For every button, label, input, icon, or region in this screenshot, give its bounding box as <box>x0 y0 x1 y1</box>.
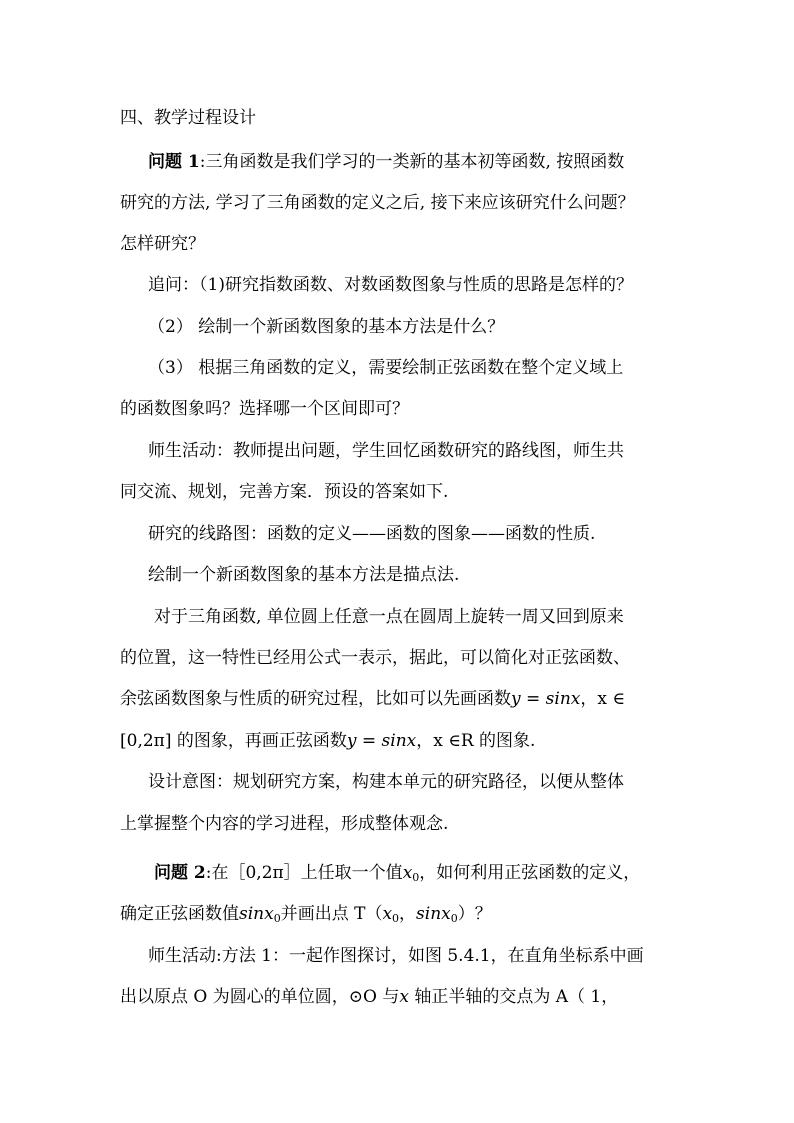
question-2-line-1: 问题 2:在［0,2π］上任取一个值$x_0$，如何利用正弦函数的定义， <box>154 863 641 884</box>
design-line-1: 设计意图：规划研究方案，构建本单元的研究路径，以便从整体 <box>148 772 624 792</box>
activity-1-line-2: 同交流、规划，完善方案．预设的答案如下. <box>120 482 449 502</box>
activity-1-line-1: 师生活动：教师提出问题，学生回忆函数研究的路线图，师生共 <box>148 441 624 461</box>
trig-line-4: [0,2π] 的图象，再画正弦函数y = sinx，x ∈R 的图象. <box>120 731 536 751</box>
followup-line-3: （3） 根据三角函数的定义，需要绘制正弦函数在整个定义域上 <box>148 358 624 378</box>
question-1-line-2: 研究的方法, 学习了三角函数的定义之后, 接下来应该研究什么问题？ <box>120 193 635 213</box>
math-formula: y = sinx <box>511 689 581 709</box>
activity-2-line-2: 出以原点 O 为圆心的单位圆，⊙O 与x 轴正半轴的交点为 A（ 1， <box>120 987 619 1007</box>
math-formula: y = sinx <box>346 731 417 751</box>
trig-line-1: 对于三角函数, 单位圆上任意一点在圆周上旋转一周又回到原来 <box>154 607 624 627</box>
followup-line-1: 追问：（1)研究指数函数、对数函数图象与性质的思路是怎样的？ <box>148 275 633 295</box>
trig-line-3: 余弦函数图象与性质的研究过程，比如可以先画函数y = sinx，x ∈ <box>120 689 625 709</box>
question-1-label: 问题 1 <box>148 152 200 172</box>
activity-2-line-1: 师生活动:方法 1：一起作图探讨，如图 5.4.1，在直角坐标系中画 <box>148 946 644 966</box>
route-line: 研究的线路图：函数的定义——函数的图象——函数的性质. <box>148 524 596 544</box>
design-line-2: 上掌握整个内容的学习进程，形成整体观念. <box>120 814 449 834</box>
question-1-line-3: 怎样研究？ <box>120 234 205 254</box>
method-line: 绘制一个新函数图象的基本方法是描点法. <box>148 565 460 585</box>
trig-line-2: 的位置，这一特性已经用公式一表示，据此，可以简化对正弦函数、 <box>120 648 630 668</box>
followup-line-2: （2） 绘制一个新函数图象的基本方法是什么？ <box>148 317 505 337</box>
section-title: 四、教学过程设计 <box>120 108 256 128</box>
question-2-line-2: 确定正弦函数值sinx$_0$并画出点 $T(x_0$，sinx$_0$）？ <box>120 904 492 925</box>
question-1-line-1: 问题 1:三角函数是我们学习的一类新的基本初等函数, 按照函数 <box>148 152 625 172</box>
interval: [0,2π] <box>120 731 172 751</box>
followup-line-4: 的函数图象吗？选择哪一个区间即可？ <box>120 399 409 419</box>
question-2-label: 问题 2 <box>154 863 206 883</box>
